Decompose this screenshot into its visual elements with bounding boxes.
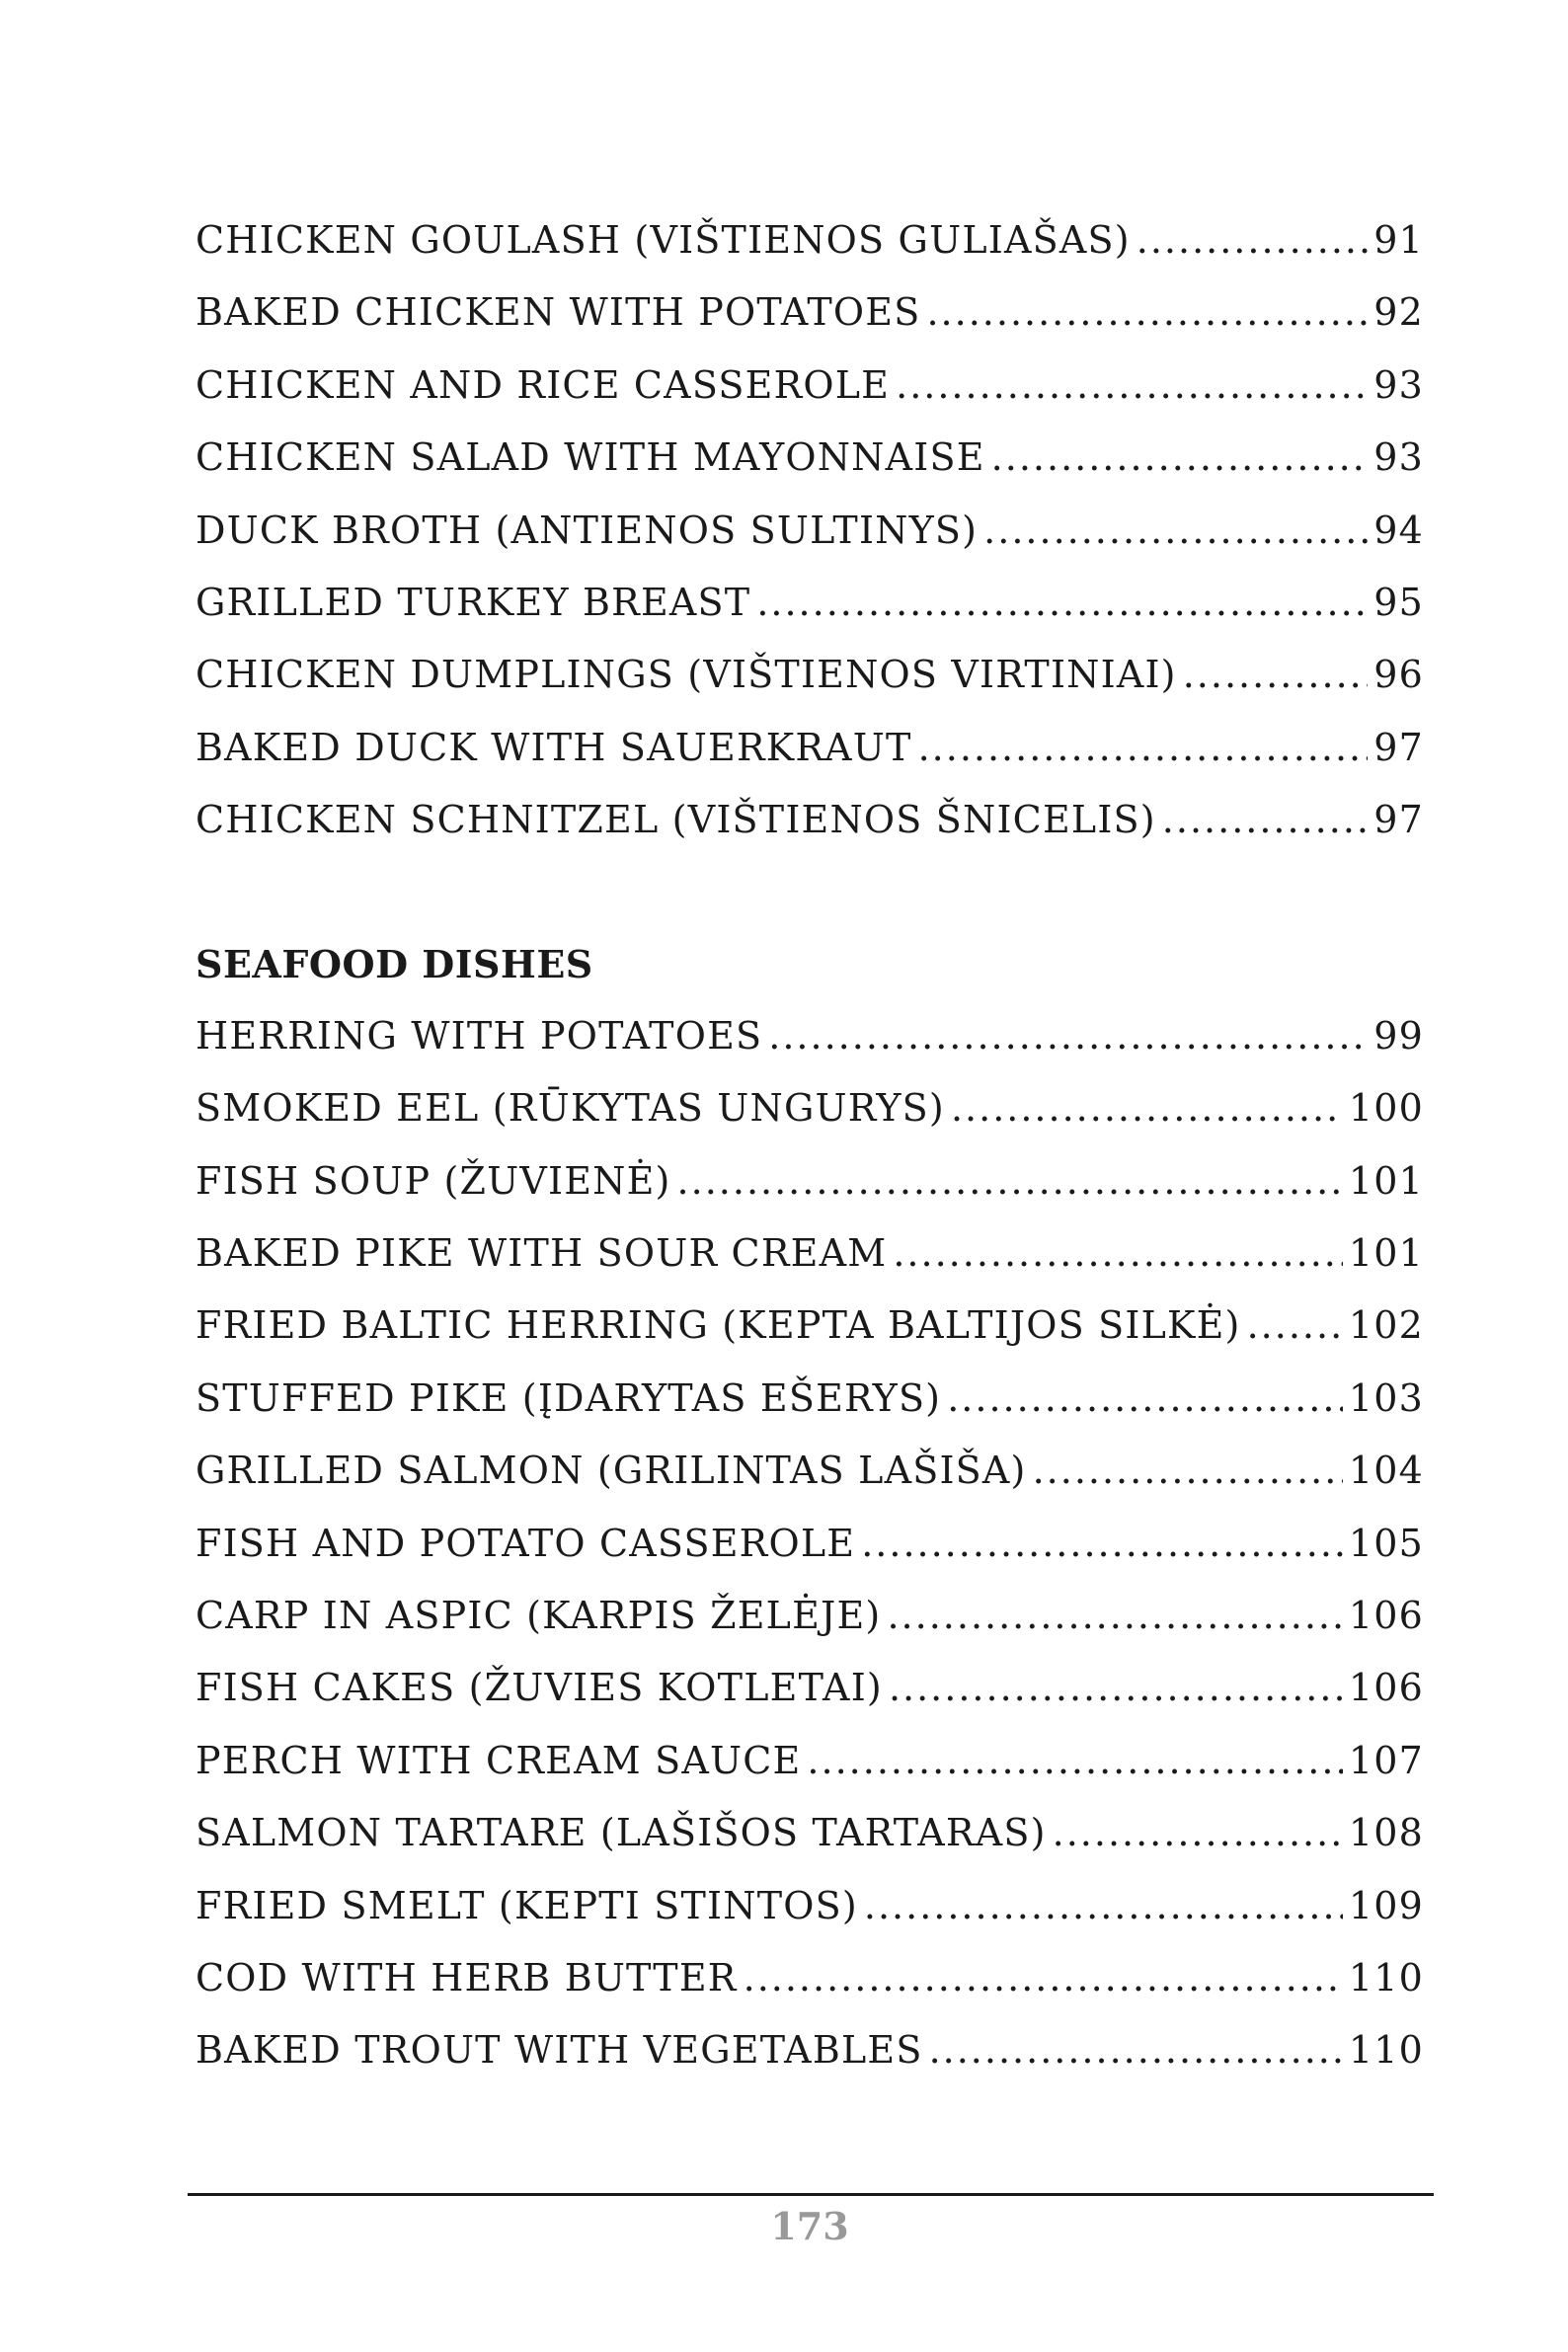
toc-entry-title: FRIED SMELT (KEPTI STINTOS) [196,1883,858,1927]
toc-entry [196,495,1424,567]
toc-entry-title: CHICKEN DUMPLINGS (VIŠTIENOS VIRTINIAI) [196,653,1177,697]
toc-entry-title: STUFFED PIKE (ĮDARYTAS EŠERYS) [196,1375,942,1420]
toc-entry-page: 110 [1348,2028,1424,2073]
toc-entry [196,350,1424,422]
dot-leader [807,1725,1342,1797]
toc-entry-page: 103 [1348,1375,1424,1420]
toc-entry-page: 102 [1348,1303,1424,1348]
toc-entry-title: FISH SOUP (ŽUVIENĖ) [196,1158,671,1203]
table-of-contents [196,204,1424,2087]
page-number: 173 [770,2204,849,2248]
dot-leader [1162,784,1368,856]
dot-leader [983,495,1368,567]
dot-leader [861,1508,1343,1580]
dot-leader [893,1217,1343,1290]
toc-entry-title: BAKED PIKE WITH SOUR CREAM [196,1231,888,1276]
toc-entry [196,204,1424,276]
dot-leader [1033,1435,1343,1507]
toc-entry-title: CHICKEN SALAD WITH MAYONNAISE [196,435,985,480]
toc-entry-title: CHICKEN GOULASH (VIŠTIENOS GULIAŠAS) [196,218,1131,262]
toc-entry [196,1000,1424,1072]
toc-entry-page: 93 [1373,362,1424,407]
dot-leader [889,1652,1343,1724]
dot-leader [947,1363,1343,1435]
toc-entry-page: 99 [1373,1013,1424,1058]
toc-entry [196,422,1424,494]
dot-leader [768,1000,1368,1072]
toc-entry-page: 95 [1373,580,1424,624]
toc-entry-title: BAKED TROUT WITH VEGETABLES [196,2028,923,2073]
section-heading: SEAFOOD DISHES [196,941,593,986]
toc-entry [196,1435,1424,1507]
dot-leader [756,567,1368,639]
toc-entry-title: FISH AND POTATO CASSEROLE [196,1521,856,1565]
toc-entry-page: 101 [1348,1231,1424,1276]
dot-leader [991,422,1369,494]
toc-entry [196,1217,1424,1290]
toc-entry-page: 92 [1373,290,1424,335]
toc-entry [196,1797,1424,1869]
toc-entry-page: 96 [1373,653,1424,697]
toc-entry-page: 106 [1348,1666,1424,1710]
toc-entry-page: 97 [1373,798,1424,842]
toc-entry [196,1580,1424,1652]
toc-entry-title: GRILLED TURKEY BREAST [196,580,751,624]
toc-entry [196,276,1424,349]
toc-entry [196,639,1424,711]
toc-entry-title: CARP IN ASPIC (KARPIS ŽELĖJE) [196,1594,882,1638]
toc-entry-title: DUCK BROTH (ANTIENOS SULTINYS) [196,508,979,552]
dot-leader [929,2014,1343,2086]
dot-leader [677,1145,1343,1217]
toc-entry-title: CHICKEN SCHNITZEL (VIŠTIENOS ŠNICELIS) [196,798,1156,842]
dot-leader [887,1580,1342,1652]
toc-entry-page: 110 [1348,1955,1424,1999]
toc-entry [196,1363,1424,1435]
toc-entry-page: 104 [1348,1449,1424,1493]
toc-entry [196,1145,1424,1217]
toc-entry [196,784,1424,856]
dot-leader [951,1072,1343,1144]
toc-entry-page: 107 [1348,1738,1424,1782]
toc-entry-page: 93 [1373,435,1424,480]
toc-entry-page: 108 [1348,1811,1424,1855]
toc-entry [196,567,1424,639]
toc-entry-title: FISH CAKES (ŽUVIES KOTLETAI) [196,1666,883,1710]
dot-leader [1137,204,1368,276]
dot-leader [1247,1290,1343,1362]
toc-entry-title: SMOKED EEL (RŪKYTAS UNGURYS) [196,1086,945,1131]
poultry-entries [196,204,1424,857]
footer-rule [188,2193,1434,2196]
dot-leader [1183,639,1369,711]
toc-entry [196,1508,1424,1580]
toc-entry [196,1072,1424,1144]
toc-entry-title: PERCH WITH CREAM SAUCE [196,1738,802,1782]
toc-entry [196,712,1424,784]
toc-entry-page: 105 [1348,1521,1424,1565]
toc-entry-page: 100 [1348,1086,1424,1131]
toc-entry-title: CHICKEN AND RICE CASSEROLE [196,362,891,407]
toc-entry-page: 106 [1348,1594,1424,1638]
toc-entry-title: SALMON TARTARE (LAŠIŠOS TARTARAS) [196,1811,1047,1855]
dot-leader [1053,1797,1343,1869]
toc-entry-page: 94 [1373,508,1424,552]
toc-entry-page: 97 [1373,725,1424,769]
toc-entry [196,1942,1424,2014]
toc-entry [196,1652,1424,1724]
toc-entry [196,1870,1424,1942]
dot-leader [918,712,1369,784]
toc-entry-title: FRIED BALTIC HERRING (KEPTA BALTIJOS SILKĖ) [196,1303,1241,1348]
toc-entry-title: HERRING WITH POTATOES [196,1013,763,1058]
toc-entry-page: 91 [1373,218,1424,262]
toc-entry [196,1290,1424,1362]
toc-entry [196,1725,1424,1797]
toc-entry-page: 109 [1348,1883,1424,1927]
toc-entry-title: BAKED DUCK WITH SAUERKRAUT [196,725,912,769]
toc-entry-title: COD WITH HERB BUTTER [196,1955,738,1999]
dot-leader [926,276,1368,349]
seafood-entries [196,1000,1424,2087]
toc-entry [196,2014,1424,2086]
dot-leader [744,1942,1343,2014]
dot-leader [864,1870,1343,1942]
toc-entry-title: BAKED CHICKEN WITH POTATOES [196,290,921,335]
toc-entry-title: GRILLED SALMON (GRILINTAS LAŠIŠA) [196,1449,1027,1493]
toc-entry-page: 101 [1348,1158,1424,1203]
dot-leader [896,350,1368,422]
